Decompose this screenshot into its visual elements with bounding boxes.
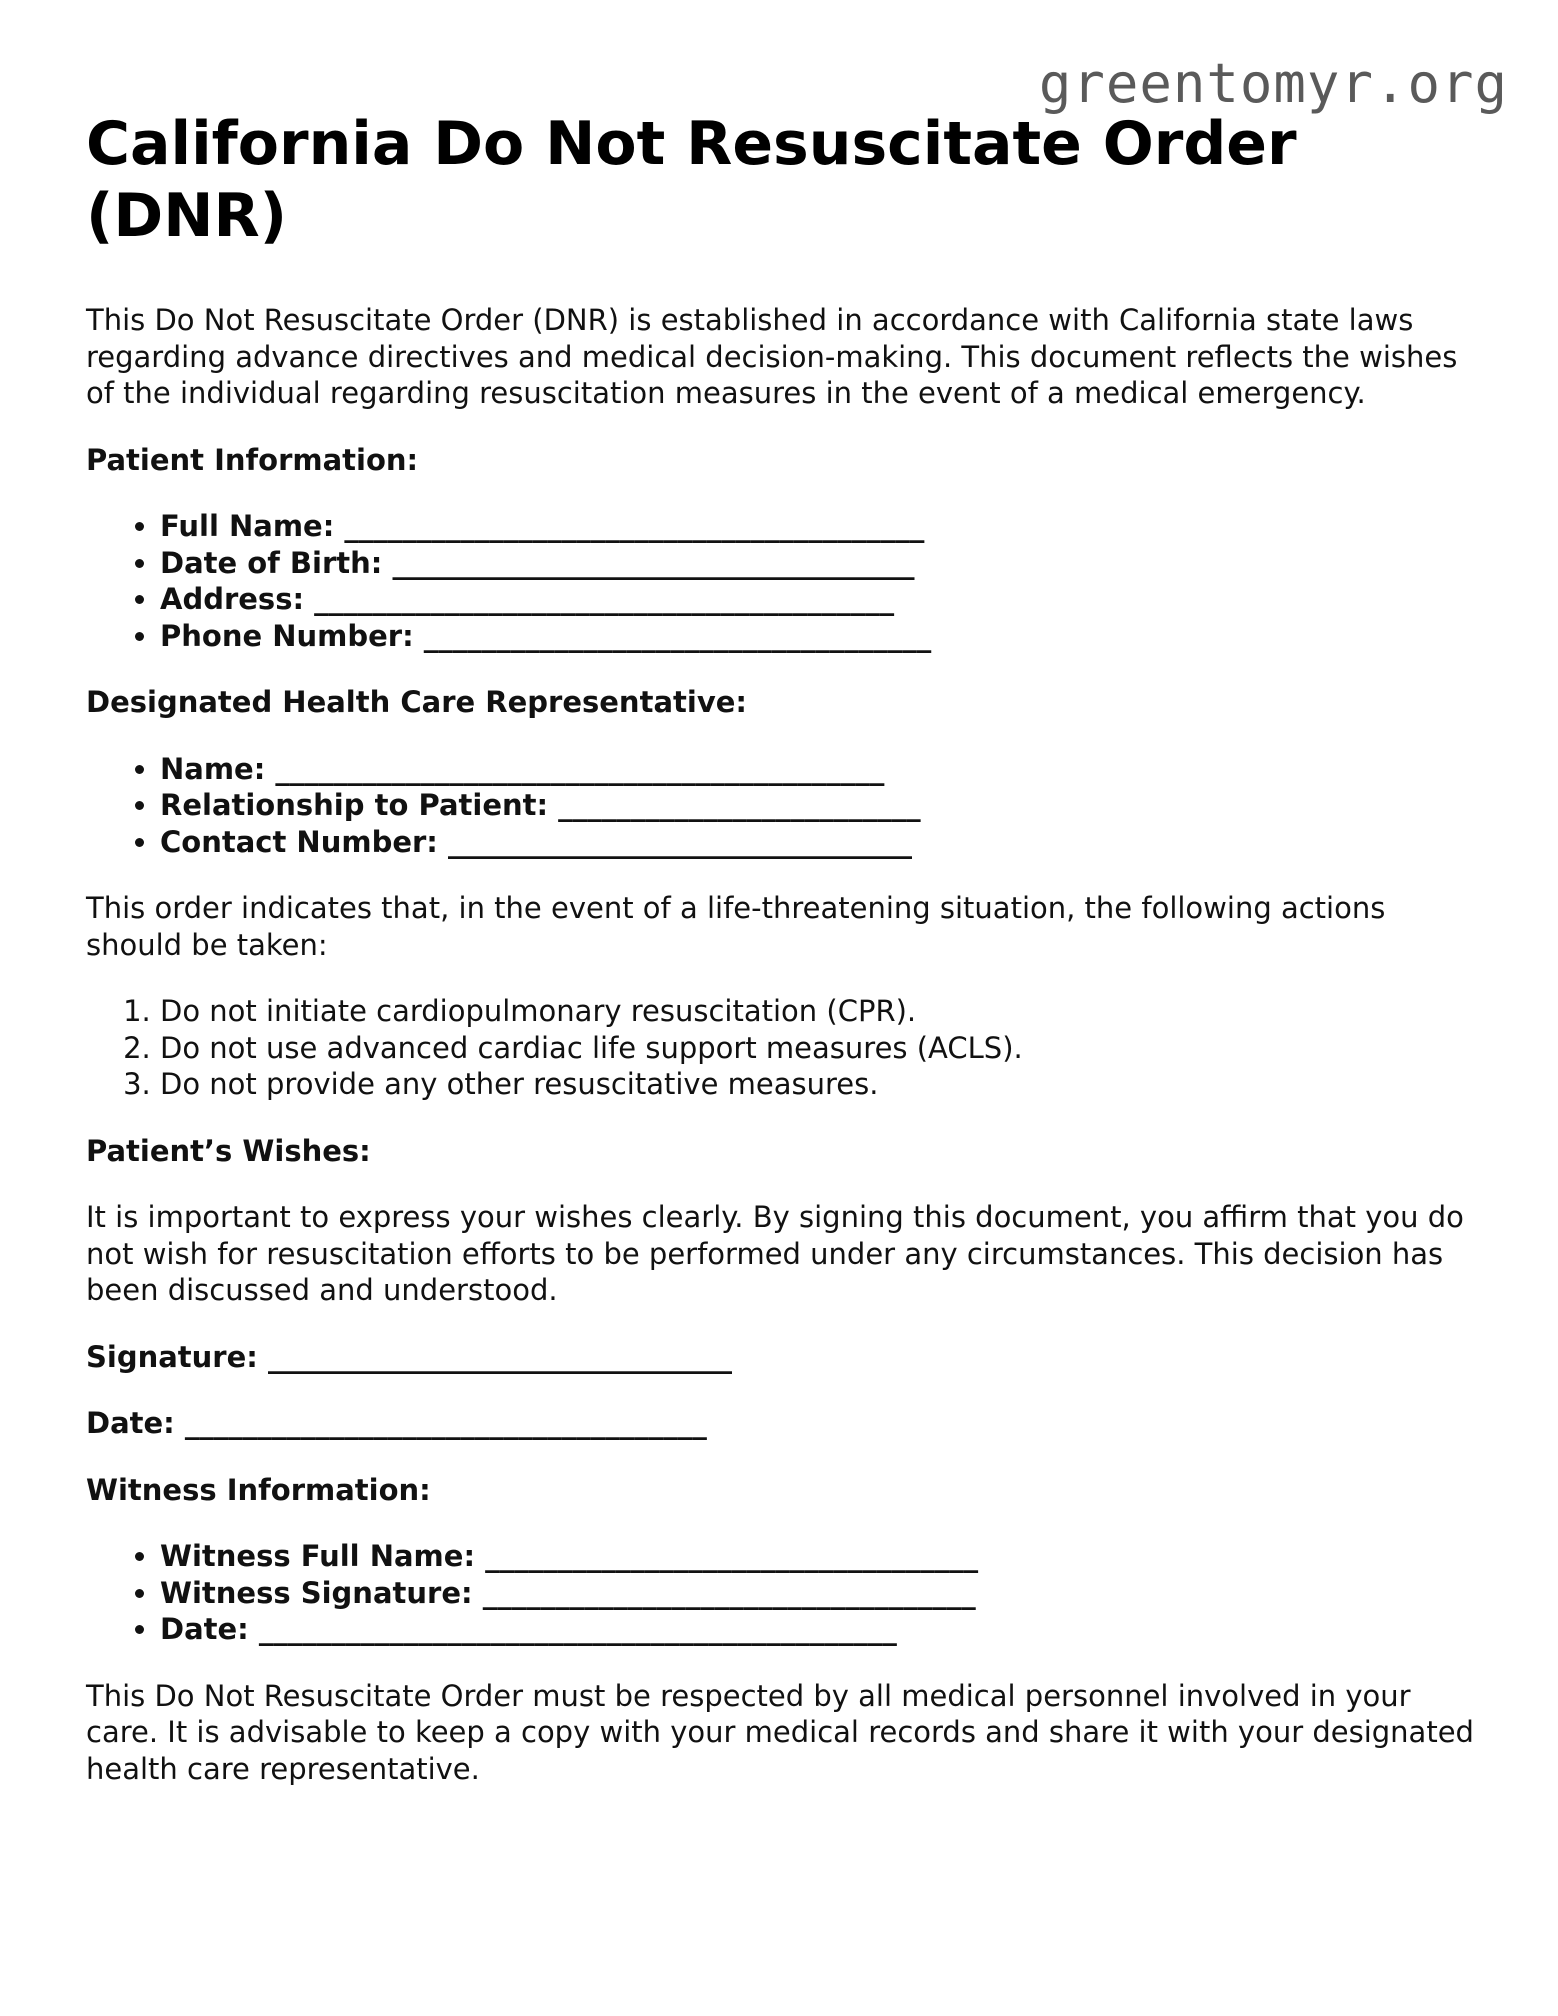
patient-dob-field: • Date of Birth: ____________________________________ — [160, 545, 1476, 582]
watermark: greentomyr.org — [1038, 52, 1508, 115]
witness-full-name-field: • Witness Full Name: __________________________________ — [160, 1538, 1476, 1575]
patient-info-list — [86, 508, 1476, 654]
action-item: 3. Do not provide any other resuscitative measures. — [160, 1066, 1476, 1103]
representative-relationship-field: • Relationship to Patient: _________________________ — [160, 787, 1476, 824]
signature-field: Signature: ________________________________ — [86, 1339, 732, 1374]
action-item: 2. Do not use advanced cardiac life support measures (ACLS). — [160, 1030, 1476, 1067]
witness-date-field: • Date: ____________________________________________ — [160, 1611, 1476, 1648]
actions-list — [86, 993, 1476, 1103]
patient-full-name-field: • Full Name: ________________________________________ — [160, 508, 1476, 545]
representative-list — [86, 751, 1476, 861]
closing-paragraph: This Do Not Resuscitate Order must be respected by all medical personnel involved in your care. It is advisable to keep a copy with your medical records and share it with your designated health care representative. — [86, 1678, 1474, 1786]
document-title: California Do Not Resuscitate Order (DNR) — [86, 109, 1297, 251]
intro-paragraph: This Do Not Resuscitate Order (DNR) is established in accordance with California state laws regarding advance directives and medical decision-making. This document reflects the wishes of the individual regarding resuscitation measures in the event of a medical emergency. — [86, 303, 1458, 410]
wishes-paragraph: It is important to express your wishes clearly. By signing this document, you affirm that you do not wish for resuscitation efforts to be performed under any circumstances. This decision has been discussed and understood. — [86, 1200, 1464, 1307]
order-paragraph: This order indicates that, in the event of a life-threatening situation, the following actions should be taken: — [86, 891, 1386, 962]
witness-signature-field: • Witness Signature: __________________________________ — [160, 1575, 1476, 1612]
representative-contact-field: • Contact Number: ________________________________ — [160, 824, 1476, 861]
representative-heading: Designated Health Care Representative: — [86, 685, 747, 719]
patient-phone-field: • Phone Number: ___________________________________ — [160, 618, 1476, 655]
document-page — [86, 108, 1476, 1817]
witness-list — [86, 1538, 1476, 1648]
patient-info-heading: Patient Information: — [86, 442, 419, 477]
patient-address-field: • Address: ________________________________________ — [160, 581, 1476, 618]
representative-name-field: • Name: __________________________________________ — [160, 751, 1476, 788]
wishes-heading: Patient’s Wishes: — [86, 1133, 371, 1168]
witness-heading: Witness Information: — [86, 1472, 431, 1507]
action-item: 1. Do not initiate cardiopulmonary resuscitation (CPR). — [160, 993, 1476, 1030]
date-field: Date: ____________________________________ — [86, 1406, 707, 1440]
